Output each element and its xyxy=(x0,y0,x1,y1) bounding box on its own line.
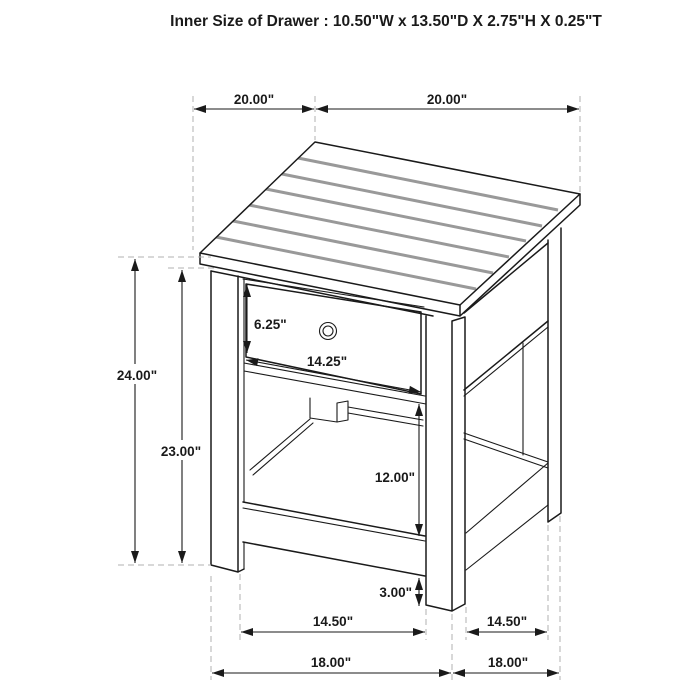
dim-top-width xyxy=(316,92,580,192)
dim-label-drawer-height: 6.25" xyxy=(254,317,287,332)
under-drawer-rail xyxy=(244,363,426,404)
dim-front-outer-width xyxy=(212,655,451,677)
dim-label-top-width: 20.00" xyxy=(426,92,468,107)
dim-side-outer-depth xyxy=(453,655,559,677)
dim-front-inner-width xyxy=(241,614,425,636)
lower-shelf xyxy=(243,502,425,576)
drawer-knob-icon xyxy=(320,323,337,340)
drawer-front xyxy=(246,284,421,394)
dim-label-overall-height: 24.00" xyxy=(116,368,158,383)
interior-left-edge xyxy=(250,419,313,475)
front-right-leg xyxy=(426,316,465,611)
side-panel xyxy=(464,243,548,390)
dim-shelf-clearance xyxy=(375,404,423,536)
back-right-leg xyxy=(548,228,561,522)
right-side xyxy=(464,228,561,570)
front-left-leg xyxy=(211,271,244,572)
interior-lines xyxy=(250,343,523,475)
dim-height-under-top xyxy=(156,268,214,563)
dim-label-height-under-top: 23.00" xyxy=(160,444,202,459)
dim-label-front-outer-width: 18.00" xyxy=(310,655,352,670)
drawer-knob-icon xyxy=(323,326,333,336)
dim-label-floor-clearance: 3.00" xyxy=(379,585,412,600)
shelf-side-rail xyxy=(466,463,548,570)
dim-label-top-depth: 20.00" xyxy=(233,92,275,107)
dim-label-side-outer-depth: 18.00" xyxy=(487,655,529,670)
dim-label-drawer-width: 14.25" xyxy=(306,354,348,369)
shelf-back-edge xyxy=(464,433,548,468)
table-top xyxy=(200,142,580,316)
dim-drawer-height xyxy=(243,285,287,353)
dim-floor-clearance xyxy=(379,578,423,606)
dim-label-side-inner-depth: 14.50" xyxy=(486,614,528,629)
center-support xyxy=(310,398,348,422)
dim-label-front-inner-width: 14.50" xyxy=(312,614,354,629)
dim-label-shelf-clearance: 12.00" xyxy=(374,470,415,485)
interior-back-rail xyxy=(348,407,423,426)
drawing-title: Inner Size of Drawer : 10.50"W x 13.50"D X 2.75"H X 0.25"T xyxy=(170,13,602,30)
dim-overall-height xyxy=(112,257,211,565)
dim-side-inner-depth xyxy=(467,614,547,636)
